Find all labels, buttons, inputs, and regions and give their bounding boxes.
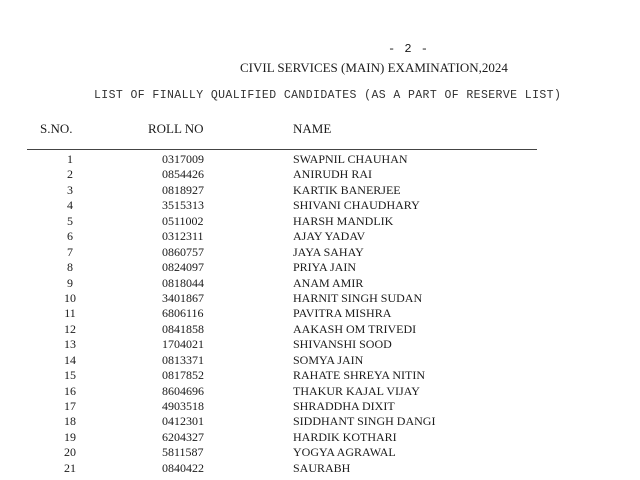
row-roll-no: 6204327 [162, 429, 204, 444]
row-name: RAHATE SHREYA NITIN [293, 368, 425, 383]
row-sno: 15 [64, 368, 76, 383]
row-name: SHIVANSHI SOOD [293, 337, 392, 352]
row-sno: 9 [67, 275, 73, 290]
row-name: AJAY YADAV [293, 229, 366, 244]
row-sno: 7 [67, 244, 73, 259]
table-row [0, 384, 640, 399]
row-roll-no: 4903518 [162, 399, 204, 413]
row-name: JAYA SAHAY [293, 244, 364, 259]
row-sno: 16 [64, 383, 76, 398]
row-sno: 1 [67, 152, 73, 166]
row-roll-no: 3401867 [162, 290, 204, 305]
table-row [0, 353, 640, 368]
table-row [0, 214, 640, 229]
row-sno: 2 [67, 167, 73, 182]
row-roll-no: 6806116 [162, 306, 204, 321]
table-row [0, 306, 640, 321]
row-roll-no: 0813371 [162, 352, 204, 367]
table-row [0, 245, 640, 260]
table-row [0, 322, 640, 337]
row-roll-no: 0840422 [162, 460, 204, 475]
row-name: YOGYA AGRAWAL [293, 445, 396, 460]
row-sno: 21 [64, 460, 76, 475]
row-name: SHRADDHA DIXIT [293, 399, 395, 413]
table-row [0, 198, 640, 213]
row-roll-no: 0854426 [162, 167, 204, 182]
row-name: KARTIK BANERJEE [293, 182, 401, 197]
row-name: HARNIT SINGH SUDAN [293, 290, 423, 305]
list-title: LIST OF FINALLY QUALIFIED CANDIDATES (AS A PART OF RESERVE LIST) [94, 89, 562, 102]
row-roll-no: 0511002 [162, 213, 204, 228]
row-name: ANAM AMIR [293, 275, 364, 290]
row-roll-no: 3515313 [162, 198, 204, 213]
row-roll-no: 0860757 [162, 244, 204, 259]
table-row [0, 461, 640, 476]
row-sno: 20 [64, 445, 76, 460]
row-name: HARDIK KOTHARI [293, 429, 397, 444]
row-roll-no: 0317009 [162, 152, 204, 166]
row-name: SWAPNIL CHAUHAN [293, 152, 408, 166]
row-name: SIDDHANT SINGH DANGI [293, 414, 436, 429]
row-name: SOMYA JAIN [293, 352, 364, 367]
table-row [0, 337, 640, 352]
row-name: AAKASH OM TRIVEDI [293, 321, 417, 336]
row-sno: 19 [64, 429, 76, 444]
header-sno: S.NO. [40, 121, 73, 136]
table-row [0, 229, 640, 244]
row-sno: 11 [64, 306, 76, 321]
table-row [0, 430, 640, 445]
row-sno: 6 [67, 229, 73, 244]
table-row [0, 276, 640, 291]
exam-title: CIVIL SERVICES (MAIN) EXAMINATION,2024 [240, 60, 508, 75]
row-roll-no: 0818044 [162, 275, 204, 290]
row-sno: 14 [64, 352, 76, 367]
header-divider [27, 149, 537, 150]
table-row [0, 399, 640, 414]
row-name: SHIVANI CHAUDHARY [293, 198, 420, 213]
row-sno: 17 [64, 399, 76, 413]
row-roll-no: 0818927 [162, 182, 204, 197]
row-roll-no: 0412301 [162, 414, 204, 429]
row-name: SAURABH [293, 460, 351, 475]
row-sno: 12 [64, 321, 76, 336]
row-name: HARSH MANDLIK [293, 213, 394, 228]
row-roll-no: 0817852 [162, 368, 204, 383]
row-name: THAKUR KAJAL VIJAY [293, 383, 420, 398]
table-row [0, 183, 640, 198]
table-row [0, 167, 640, 182]
row-name: ANIRUDH RAI [293, 167, 372, 182]
header-name: NAME [293, 121, 332, 136]
row-name: PAVITRA MISHRA [293, 306, 392, 321]
candidate-list [0, 152, 640, 476]
table-row [0, 152, 640, 167]
row-sno: 3 [67, 182, 73, 197]
table-row [0, 414, 640, 429]
row-name: PRIYA JAIN [293, 260, 357, 275]
row-roll-no: 0841858 [162, 321, 204, 336]
row-roll-no: 0824097 [162, 260, 204, 275]
row-roll-no: 0312311 [162, 229, 204, 244]
row-sno: 10 [64, 290, 76, 305]
row-sno: 4 [67, 198, 73, 213]
table-row [0, 291, 640, 306]
table-row [0, 445, 640, 460]
page-number: - 2 - [388, 42, 430, 56]
header-roll-no: ROLL NO [148, 121, 204, 136]
row-sno: 18 [64, 414, 76, 429]
table-row [0, 260, 640, 275]
row-roll-no: 8604696 [162, 383, 204, 398]
row-sno: 8 [67, 260, 73, 275]
row-roll-no: 1704021 [162, 337, 204, 352]
row-sno: 13 [64, 337, 76, 352]
row-roll-no: 5811587 [162, 445, 204, 460]
table-row [0, 368, 640, 383]
row-sno: 5 [67, 213, 73, 228]
